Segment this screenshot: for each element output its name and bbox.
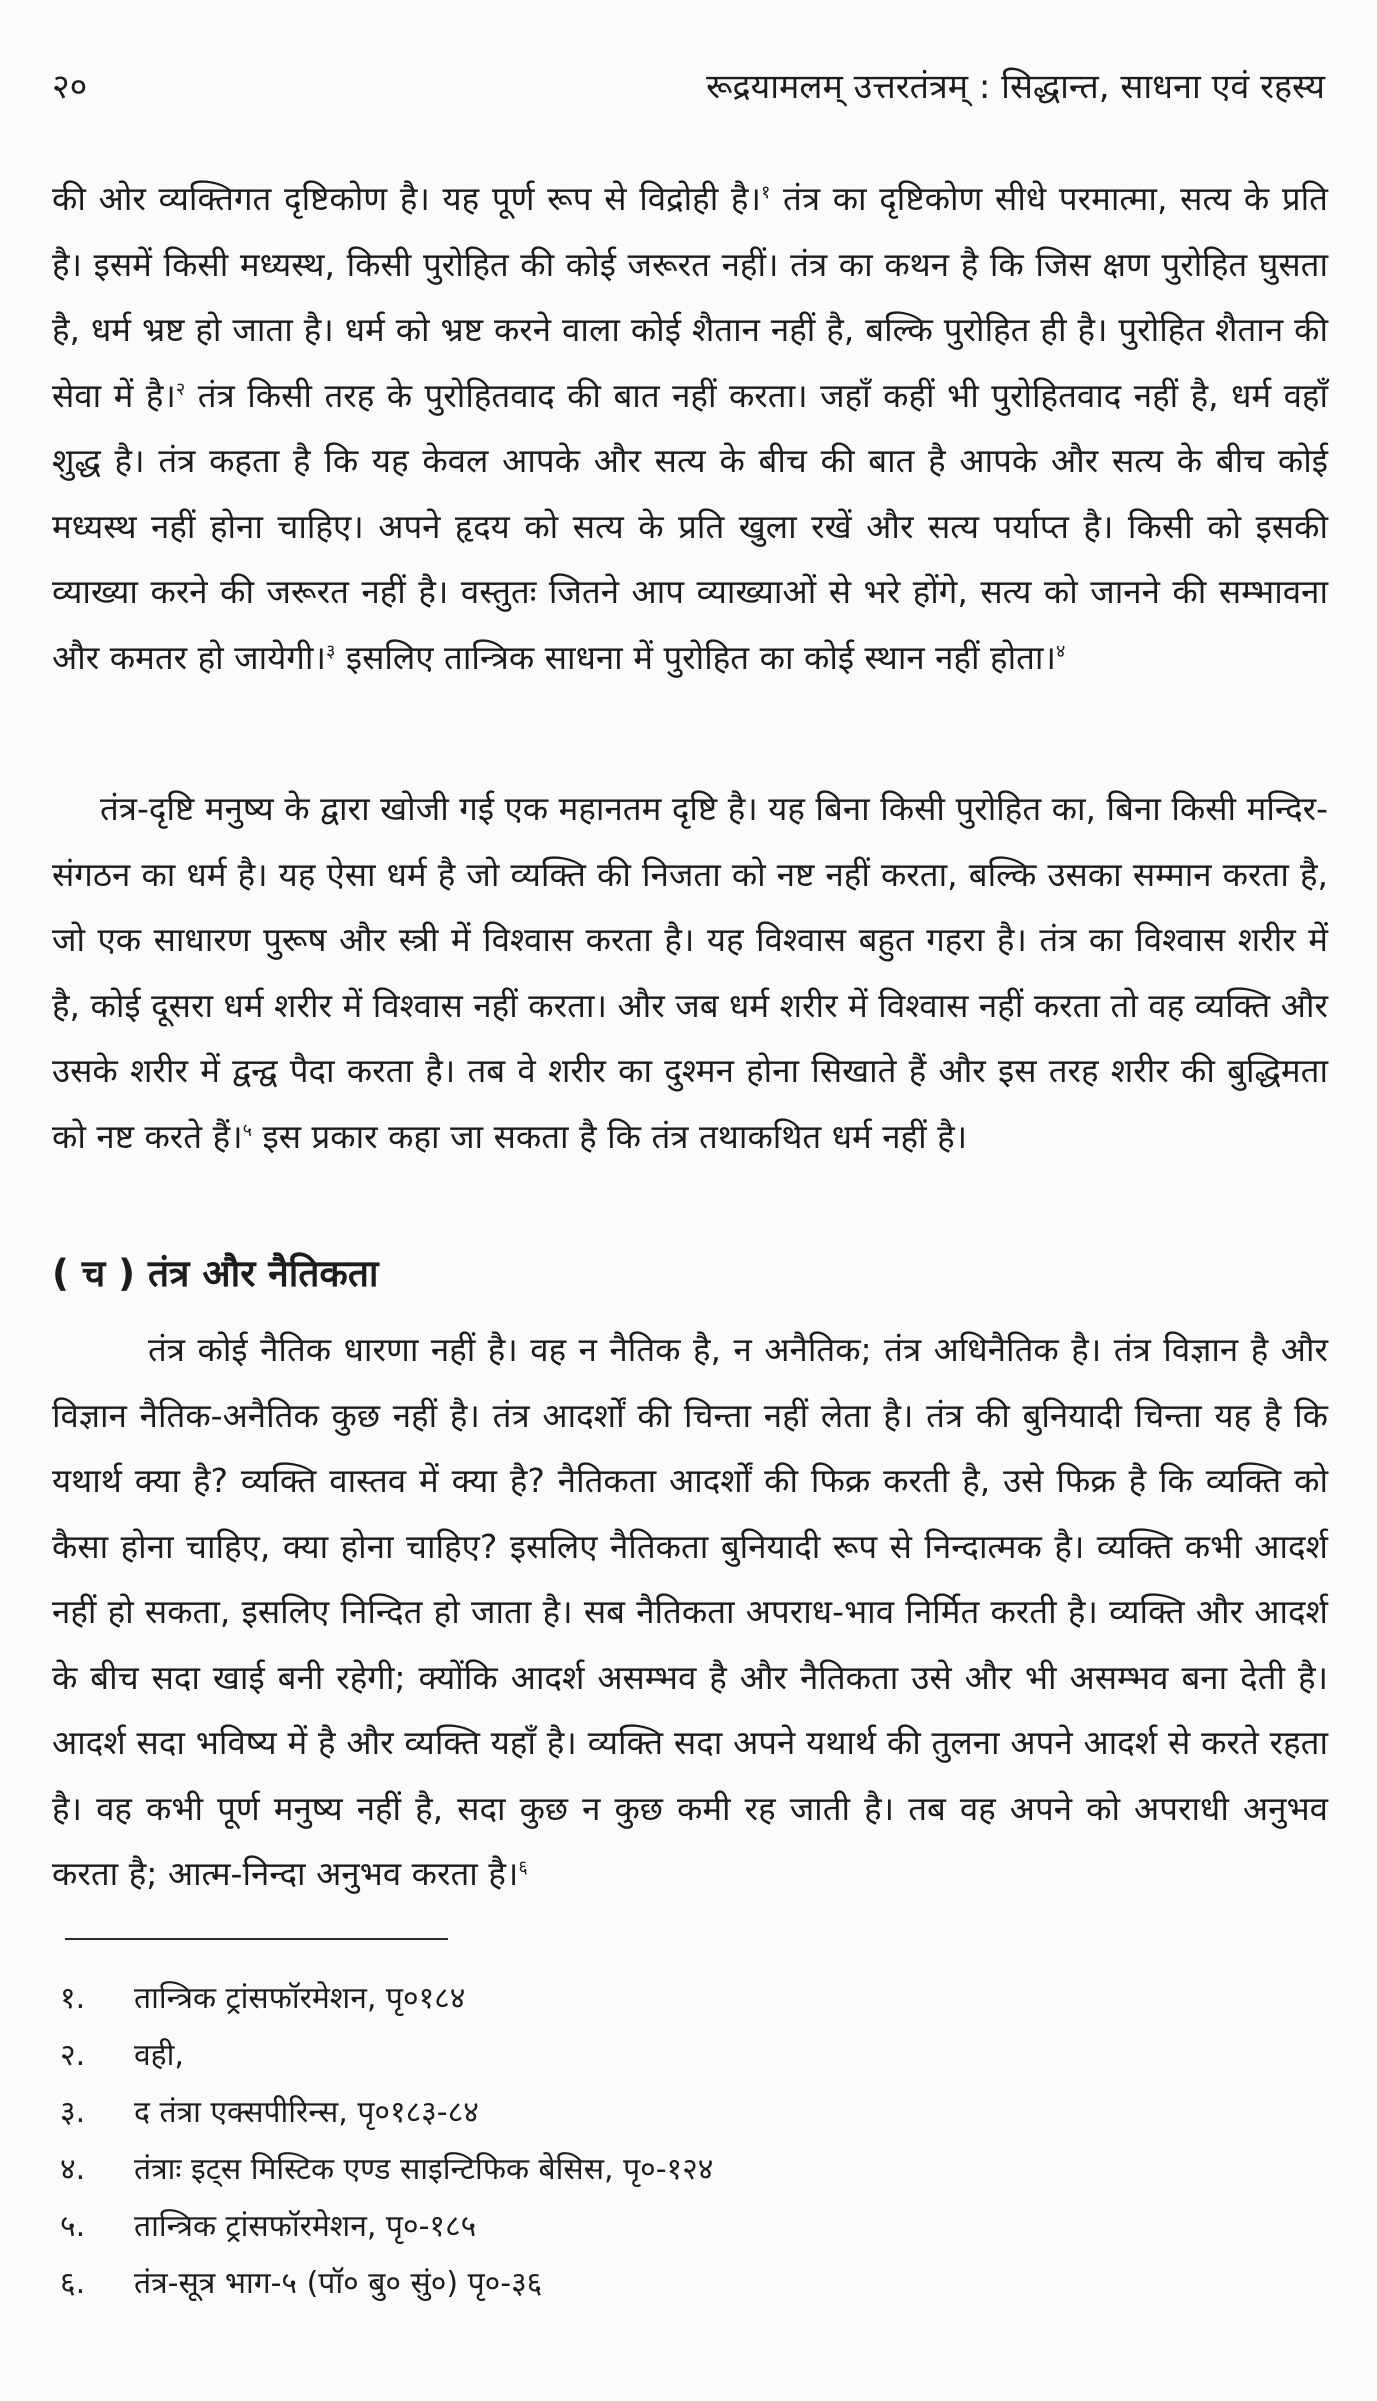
footnote-text: तंत्राः इट्स मिस्टिक एण्ड साइन्टिफिक बेसिस, पृ०-१२४: [134, 2152, 714, 2187]
footnote-item: [60, 2084, 1260, 2141]
footnote-text: वही,: [134, 2038, 184, 2073]
paragraph-3: [52, 1317, 1328, 1907]
footnote-ref-5: ५: [242, 1119, 253, 1141]
footnote-ref-3: ३: [326, 640, 336, 662]
footnote-ref-2: २: [175, 378, 186, 400]
footnote-item: [60, 1970, 1260, 2027]
footnote-item: [60, 2141, 1260, 2198]
paragraph-2-text-a: तंत्र-दृष्टि मनुष्य के द्वारा खोजी गई एक महानतम दृष्टि है। यह बिना किसी पुरोहित का, बिना किसी मन्दिर-संगठन का धर्म है। यह ऐसा धर्म है जो व्यक्ति की निजता को नष्ट नहीं करता, बल्कि उसका सम्मान करता है, जो एक साधारण पुरूष और स्त्री में विश्वास करता है। यह विश्वास बहुत गहरा है। तंत्र का विश्वास शरीर में है, कोई दूसरा धर्म शरीर में विश्वास नहीं करता। और जब धर्म शरीर में विश्वास नहीं करता तो वह व्यक्ति और उसके शरीर में द्वन्द्व पैदा करता है। तब वे शरीर का दुश्मन होना सिखाते हैं और इस तरह शरीर की बुद्धिमता को नष्ट करते हैं।: [52, 789, 1328, 1156]
footnote-text: द तंत्रा एक्सपीरिन्स, पृ०१८३-८४: [134, 2095, 479, 2130]
footnote-number: २.: [60, 2038, 86, 2073]
book-title: रूद्रयामलम् उत्तरतंत्रम् : सिद्धान्त, साधना एवं रहस्य: [706, 67, 1325, 107]
footnote-ref-6: ६: [518, 1857, 528, 1878]
page-number: २०: [52, 67, 88, 107]
footnote-item: [60, 2255, 1260, 2312]
footnotes: [60, 1970, 1260, 2312]
footnote-ref-1: १: [760, 182, 771, 203]
paragraph-1-text-d: इसलिए तान्त्रिक साधना में पुरोहित का कोई स्थान नहीं होता।: [335, 637, 1056, 677]
footnote-item: [60, 2027, 1260, 2084]
footnote-text: तान्त्रिक ट्रांसफॉरमेशन, पृ०-१८५: [134, 2209, 477, 2244]
footnote-number: ६.: [60, 2266, 86, 2301]
paragraph-1-text-a: की ओर व्यक्तिगत दृष्टिकोण है। यह पूर्ण रूप से विद्रोही है।: [52, 179, 761, 218]
footnote-item: [60, 2198, 1260, 2255]
paragraph-2-text-b: इस प्रकार कहा जा सकता है कि तंत्र तथाकथित धर्म नहीं है।: [252, 1116, 968, 1156]
footnote-number: ५.: [60, 2209, 86, 2244]
footnote-text: तान्त्रिक ट्रांसफॉरमेशन, पृ०१८४: [134, 1981, 466, 2016]
footnote-ref-4: ४: [1056, 640, 1066, 662]
paragraph-1: [52, 166, 1328, 690]
paragraph-3-text-a: तंत्र कोई नैतिक धारणा नहीं है। वह न नैतिक है, न अनैतिक; तंत्र अधिनैतिक है। तंत्र विज्ञान है और विज्ञान नैतिक-अनैतिक कुछ नहीं है। तंत्र आदर्शों की चिन्ता नहीं लेता है। तंत्र की बुनियादी चिन्ता यह है कि यथार्थ क्या है? व्यक्ति वास्तव में क्या है? नैतिकता आदर्शों की फिक्र करती है, उसे फिक्र है कि व्यक्ति को कैसा होना चाहिए, क्या होना चाहिए? इसलिए नैतिकता बुनियादी रूप से निन्दात्मक है। व्यक्ति कभी आदर्श नहीं हो सकता, इसलिए निन्दित हो जाता है। सब नैतिकता अपराध-भाव निर्मित करती है। व्यक्ति और आदर्श के बीच सदा खाई बनी रहेगी; क्योंकि आदर्श असम्भव है और नैतिकता उसे और भी असम्भव बना देती है। आदर्श सदा भविष्य में है और व्यक्ति यहाँ है। व्यक्ति सदा अपने यथार्थ की तुलना अपने आदर्श से करते रहता है। वह कभी पूर्ण मनुष्य नहीं है, सदा कुछ न कुछ कमी रह जाती है। तब वह अपने को अपराधी अनुभव करता है; आत्म-निन्दा अनुभव करता है।: [52, 1330, 1328, 1893]
paragraph-2: [52, 776, 1328, 1169]
footnote-number: १.: [60, 1981, 86, 2016]
footnote-number: ३.: [60, 2095, 86, 2130]
paragraph-1-text-c: तंत्र किसी तरह के पुरोहितवाद की बात नहीं करता। जहाँ कहीं भी पुरोहितवाद नहीं है, धर्म वहाँ शुद्ध है। तंत्र कहता है कि यह केवल आपके और सत्य के बीच की बात है आपके और सत्य के बीच कोई मध्यस्थ नहीं होना चाहिए। अपने हृदय को सत्य के प्रति खुला रखें और सत्य पर्याप्त है। किसी को इसकी व्याख्या करने की जरूरत नहीं है। वस्तुतः जितने आप व्याख्याओं से भरे होंगे, सत्य को जानने की सम्भावना और कमतर हो जायेगी।: [52, 375, 1329, 677]
footnote-number: ४.: [60, 2152, 86, 2187]
paragraph-1-text-b: तंत्र का दृष्टिकोण सीधे परमात्मा, सत्य के प्रति है। इसमें किसी मध्यस्थ, किसी पुरोहित की कोई जरूरत नहीं। तंत्र का कथन है कि जिस क्षण पुरोहित घुसता है, धर्म भ्रष्ट हो जाता है। धर्म को भ्रष्ट करने वाला कोई शैतान नहीं है, बल्कि पुरोहित ही है। पुरोहित शैतान की सेवा में है।: [52, 179, 1328, 415]
running-head: [52, 62, 1325, 112]
footnote-text: तंत्र-सूत्र भाग-५ (पॉ० बु० सुं०) पृ०-३६: [134, 2266, 543, 2301]
section-heading: ( च ) तंत्र और नैतिकता: [52, 1252, 379, 1295]
footnote-divider: [65, 1938, 448, 1940]
